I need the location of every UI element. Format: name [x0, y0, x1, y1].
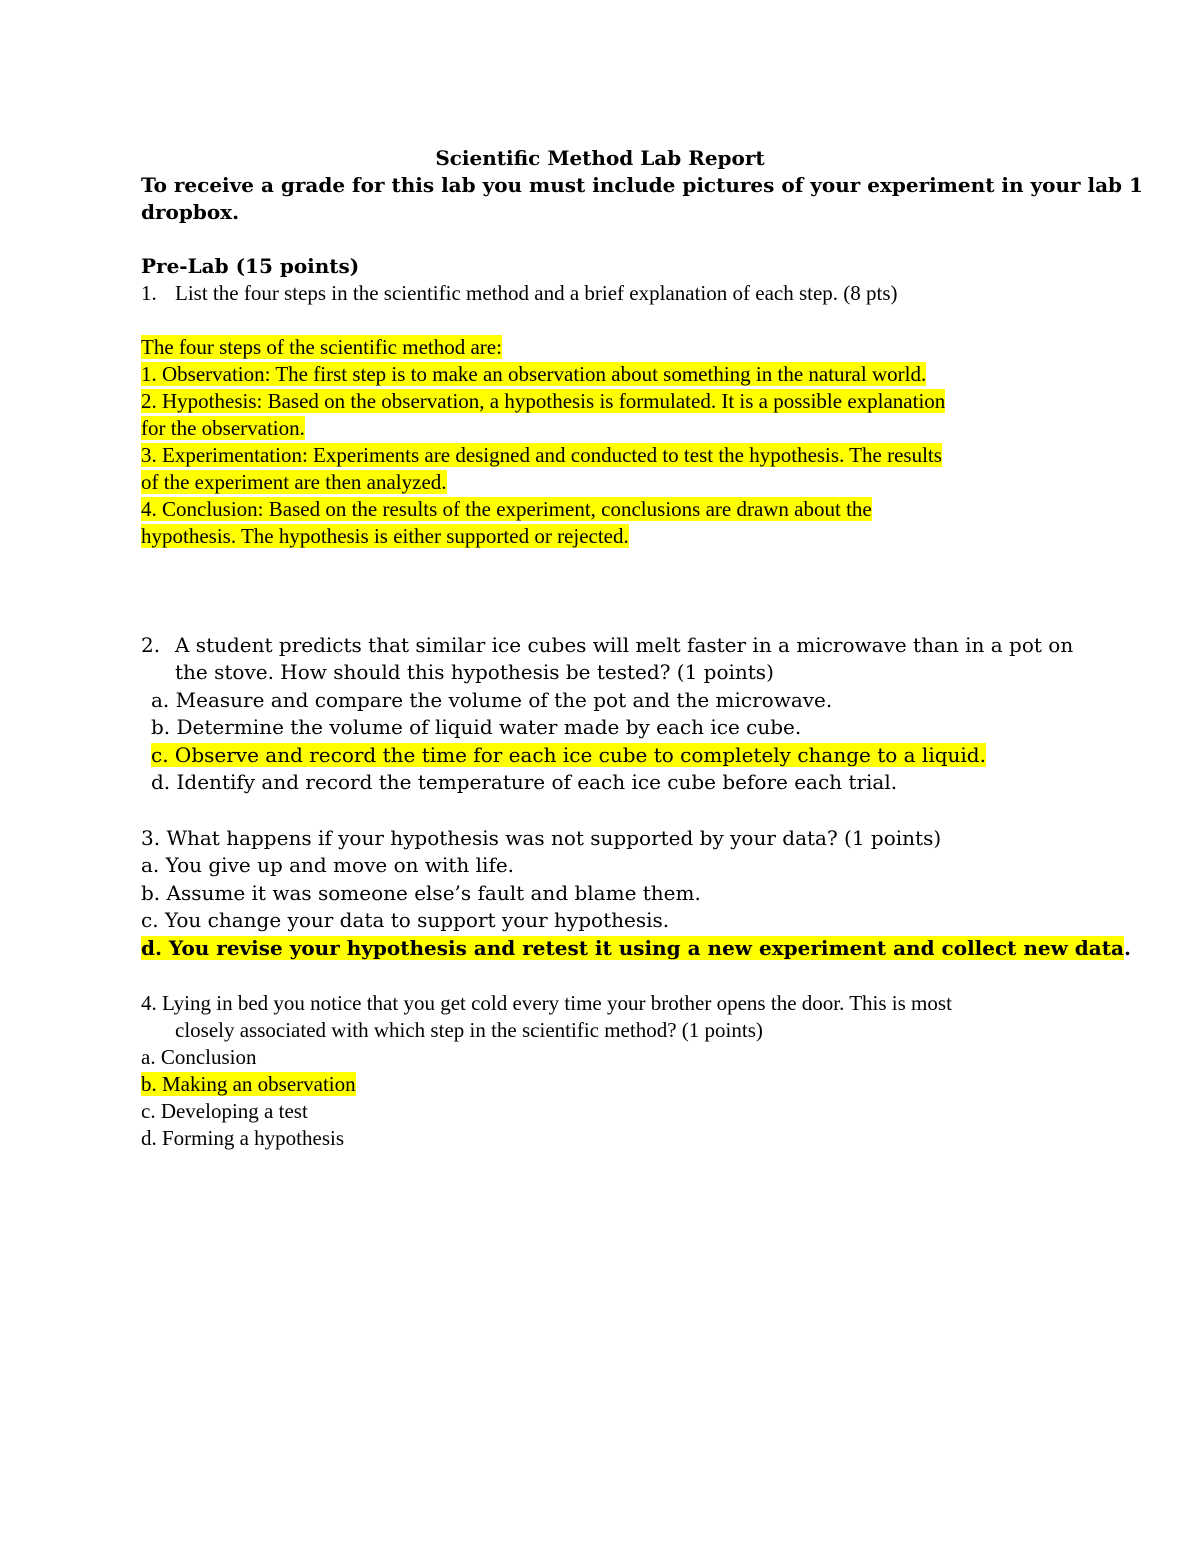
question-4-option-c: c. Developing a test: [141, 1099, 308, 1123]
answer-1-line-4: 3. Experimentation: Experiments are designed and conducted to test the hypothesis. The results: [141, 443, 942, 467]
question-1-text: List the four steps in the scientific method and a brief explanation of each step. (8 pts): [175, 281, 898, 305]
question-2-number: 2.: [141, 633, 161, 657]
answer-1-line: [141, 415, 305, 442]
question-2-text-line-2: the stove. How should this hypothesis be tested? (1 points): [175, 660, 774, 684]
answer-1-line-3: for the observation.: [141, 416, 305, 440]
answer-1-line: [141, 496, 872, 523]
answer-1-line: [141, 469, 447, 496]
question-4-text-line-1: 4. Lying in bed you notice that you get cold every time your brother opens the door. This is most: [141, 991, 952, 1015]
question-3-option-d-text: d. You revise your hypothesis and retest it using a new experiment and collect new data: [141, 936, 1124, 960]
instruction-line-2: dropbox.: [141, 200, 240, 224]
question-3-text: 3. What happens if your hypothesis was not supported by your data? (1 points): [141, 826, 942, 850]
question-4-option-a: a. Conclusion: [141, 1045, 257, 1069]
question-4-option-d: d. Forming a hypothesis: [141, 1126, 344, 1150]
question-2-text-line-1: A student predicts that similar ice cubes will melt faster in a microwave than in a pot on: [175, 633, 1074, 657]
question-2-option-a: a. Measure and compare the volume of the pot and the microwave.: [151, 688, 833, 712]
question-3-option-c: c. You change your data to support your hypothesis.: [141, 908, 670, 932]
answer-1-line-6: 4. Conclusion: Based on the results of the experiment, conclusions are drawn about the: [141, 497, 872, 521]
question-1: [141, 280, 898, 307]
question-3-option-d: [141, 935, 1131, 962]
question-2-option-c-text: c. Observe and record the time for each ice cube to completely change to a liquid.: [151, 743, 986, 767]
question-3-option-a: a. You give up and move on with life.: [141, 853, 515, 877]
answer-1-line-0: The four steps of the scientific method are:: [141, 335, 502, 359]
answer-1-line-7: hypothesis. The hypothesis is either supported or rejected.: [141, 524, 629, 548]
answer-1-line: [141, 334, 502, 361]
question-1-number: 1.: [141, 281, 157, 305]
question-2-option-b: b. Determine the volume of liquid water made by each ice cube.: [151, 715, 802, 739]
instruction-line-1: To receive a grade for this lab you must include pictures of your experiment in your lab 1: [141, 173, 1143, 197]
answer-1-line: [141, 361, 926, 388]
page-title: Scientific Method Lab Report: [435, 146, 765, 170]
answer-1-line-5: of the experiment are then analyzed.: [141, 470, 447, 494]
answer-1-line-1: 1. Observation: The first step is to make an observation about something in the natural world.: [141, 362, 927, 386]
question-2-option-d: d. Identify and record the temperature of each ice cube before each trial.: [151, 770, 898, 794]
question-2: [141, 632, 1073, 659]
answer-1-line-2: 2. Hypothesis: Based on the observation, a hypothesis is formulated. It is a possible explanation: [141, 389, 946, 413]
answer-1-line: [141, 388, 945, 415]
question-4-option-b: [141, 1071, 356, 1098]
question-3-option-b: b. Assume it was someone else’s fault and blame them.: [141, 881, 701, 905]
prelab-heading: Pre-Lab (15 points): [141, 254, 360, 278]
question-3-option-d-period: .: [1123, 936, 1131, 960]
question-4-text-line-2: closely associated with which step in the scientific method? (1 points): [175, 1018, 763, 1042]
question-4-option-b-text: b. Making an observation: [141, 1072, 356, 1096]
answer-1-line: [141, 523, 629, 550]
question-2-option-c: [151, 742, 986, 769]
answer-1-line: [141, 442, 942, 469]
